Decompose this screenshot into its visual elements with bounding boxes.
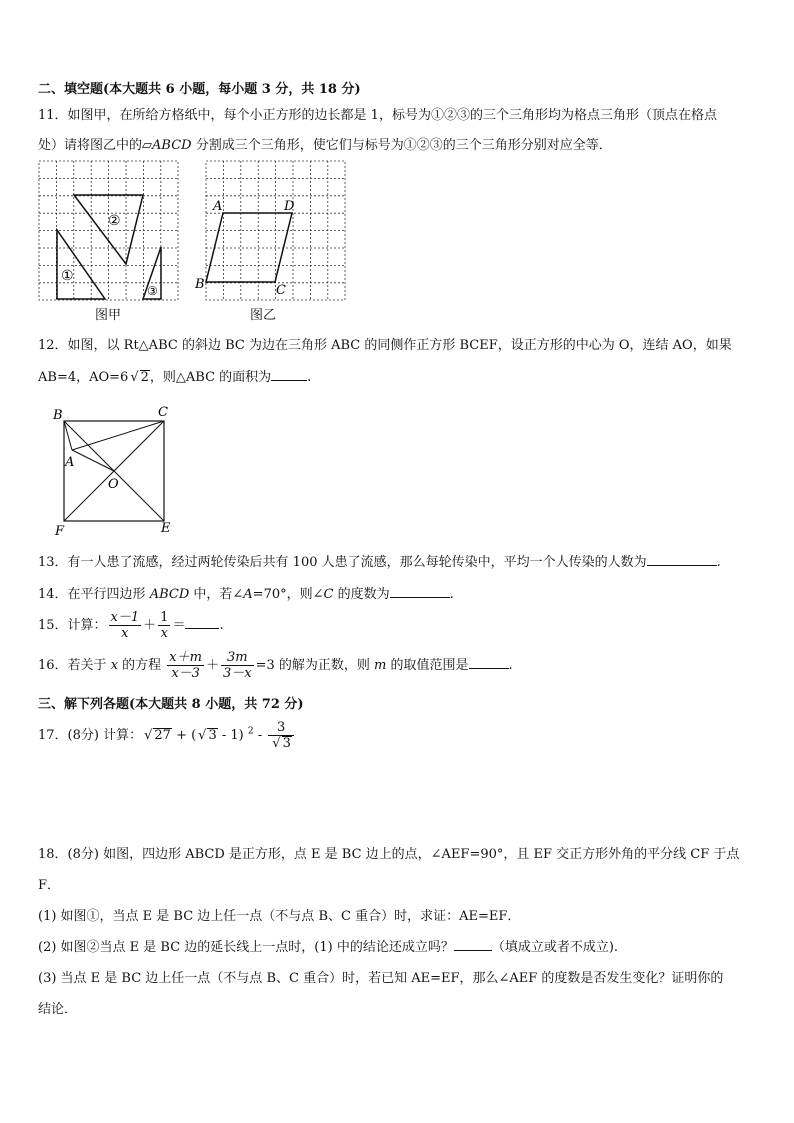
q16-answer-blank[interactable] <box>469 656 509 669</box>
q18-p2b: （填成立或者不成立). <box>491 940 619 955</box>
label-q12-A: A <box>65 455 75 470</box>
q16-x: x <box>110 658 119 673</box>
parallelogram-abcd <box>206 213 292 282</box>
q16-f1-den: x－3 <box>171 666 200 681</box>
label-A: A <box>213 199 223 214</box>
q16-c: =3 的解为正数，则 <box>255 658 375 673</box>
q13-end: . <box>716 555 721 570</box>
q16-frac1 <box>167 650 204 681</box>
q12-line1: 12．如图，以 Rt△ABC 的斜边 BC 为边在三角形 ABC 的同侧作正方形 BCEF，设正方形的中心为 O，连结 AO，如果 <box>38 338 732 353</box>
q14-A: A <box>243 587 253 602</box>
q11-line2b: 分割成三个三角形，使它们与标号为①②③的三个三角形分别对应全等． <box>191 138 612 153</box>
sqrt-symbol: √ <box>130 370 139 385</box>
q14-abcd: ABCD <box>149 587 190 602</box>
q11-line2-text: 处）请将图乙中的 <box>38 138 143 153</box>
q17 <box>38 720 296 751</box>
q15-f1-den: x <box>121 626 129 641</box>
q15-frac2 <box>158 610 170 641</box>
q18-p1: (1) 如图①，当点 E 是 BC 边上任一点（不与点 B、C 重合）时，求证：AE=EF． <box>38 909 521 924</box>
q17-f-den-wrap <box>268 736 294 751</box>
label-circ-1: ① <box>61 268 74 284</box>
label-circ-2: ② <box>108 213 121 229</box>
q12-line2c: . <box>307 370 312 385</box>
label-D: D <box>284 199 295 214</box>
q13 <box>38 551 721 570</box>
fig-jia-caption: 图甲 <box>95 308 122 323</box>
fig-yi-caption: 图乙 <box>250 308 277 323</box>
q12-line2 <box>38 366 311 385</box>
figure-q12 <box>50 404 180 538</box>
label-q12-O: O <box>108 477 119 492</box>
label-q12-C: C <box>158 405 168 420</box>
q17-frac <box>268 720 294 751</box>
q13-text: 13．有一人患了流感，经过两轮传染后共有 100 人患了流感，那么每轮传染中，平均一个人传染的人数为 <box>38 555 647 570</box>
q16-f1-num: x＋m <box>169 650 202 665</box>
q15-f2-den: x <box>160 626 168 641</box>
q15 <box>38 610 224 641</box>
q16-f2-num: 3m <box>221 650 254 666</box>
q17-sqrt-symbol-2: √ <box>198 728 207 743</box>
q18-p3b: 结论． <box>38 1002 78 1017</box>
q17-f-den: 3 <box>282 736 291 751</box>
q17-d: - <box>253 728 267 743</box>
q16-a: 16．若关于 <box>38 658 111 673</box>
q16-frac2 <box>221 650 254 681</box>
q17-sqrt-symbol-1: √ <box>144 728 153 743</box>
q15-end: . <box>219 618 224 633</box>
q14-d: 的度数为 <box>333 587 390 602</box>
section2-heading: 二、填空题(本大题共 6 小题，每小题 3 分，共 18 分) <box>38 82 361 97</box>
q16-d: 的取值范围是 <box>386 658 469 673</box>
label-q12-B: B <box>53 408 63 423</box>
q17-r1: 27 <box>154 728 171 743</box>
label-q12-E: E <box>161 521 171 536</box>
q16-f2-den: 3－x <box>222 666 252 681</box>
q15-eq: ＝ <box>172 618 186 633</box>
q14-b: 中，若∠ <box>189 587 244 602</box>
q16 <box>38 650 513 681</box>
q16-end: . <box>508 658 513 673</box>
q12-answer-blank[interactable] <box>271 368 307 381</box>
q18-line1: 18．(8分) 如图，四边形 ABCD 是正方形，点 E 是 BC 边上的点，∠AEF=90°，且 EF 交正方形外角的平分线 CF 于点 <box>38 847 740 862</box>
q12-sqrt-arg: 2 <box>140 370 149 385</box>
q12-line2a: AB=4，AO=6 <box>38 370 129 385</box>
q11-line2 <box>38 134 612 153</box>
figure-jia <box>38 160 180 302</box>
q15-f1-num: x－1 <box>110 610 140 625</box>
q17-b: + ( <box>171 728 197 743</box>
q14-answer-blank[interactable] <box>390 585 450 598</box>
q17-f-num: 3 <box>268 720 294 736</box>
q15-answer-blank[interactable] <box>185 616 219 629</box>
q17-sup: 2 <box>247 726 254 737</box>
label-B: B <box>195 277 205 292</box>
label-circ-3: ③ <box>147 284 158 298</box>
section3-heading: 三、解下列各题(本大题共 8 小题，共 72 分) <box>38 697 304 712</box>
segment-ao <box>72 450 114 471</box>
q14 <box>38 583 454 602</box>
q14-a: 14．在平行四边形 <box>38 587 150 602</box>
q17-a: 17．(8分) 计算： <box>38 728 143 743</box>
q11-line1: 11．如图甲，在所给方格纸中，每个小正方形的边长都是 1，标号为①②③的三个三角形均为格点三角形（顶点在格点 <box>38 108 717 123</box>
q11-shape: ▱ABCD <box>142 138 192 153</box>
q15-f2-num: 1 <box>160 610 169 625</box>
q18-p3: (3) 当点 E 是 BC 边上任一点（不与点 B、C 重合）时，若已知 AE=EF，那么∠AEF 的度数是否发生变化？证明你的 <box>38 971 724 986</box>
triangle-1 <box>57 230 105 299</box>
q14-c: =70°，则∠ <box>252 587 324 602</box>
q13-answer-blank[interactable] <box>647 553 717 566</box>
q14-end: . <box>449 587 454 602</box>
q18-p2a: (2) 如图②当点 E 是 BC 边的延长线上一点时，(1) 中的结论还成立吗？ <box>38 940 454 955</box>
q17-c: - 1) <box>217 728 248 743</box>
q18-p2 <box>38 936 618 955</box>
q15-plus: ＋ <box>143 618 157 633</box>
figure-yi <box>195 160 347 302</box>
q17-sqrt-symbol-3: √ <box>272 736 281 751</box>
label-C: C <box>276 283 286 298</box>
q15-a: 15．计算： <box>38 618 107 633</box>
q16-b: 的方程 <box>118 658 166 673</box>
q14-C: C <box>323 587 334 602</box>
grid-jia <box>39 161 178 300</box>
q18-answer-blank[interactable] <box>454 938 492 951</box>
q16-plus: ＋ <box>205 658 219 673</box>
q12-line2b: ，则△ABC 的面积为 <box>149 370 272 385</box>
q15-frac1 <box>109 610 142 641</box>
q16-m: m <box>374 658 387 673</box>
q18-line2: F． <box>38 878 61 893</box>
q17-r2: 3 <box>208 728 217 743</box>
label-q12-F: F <box>55 524 65 538</box>
